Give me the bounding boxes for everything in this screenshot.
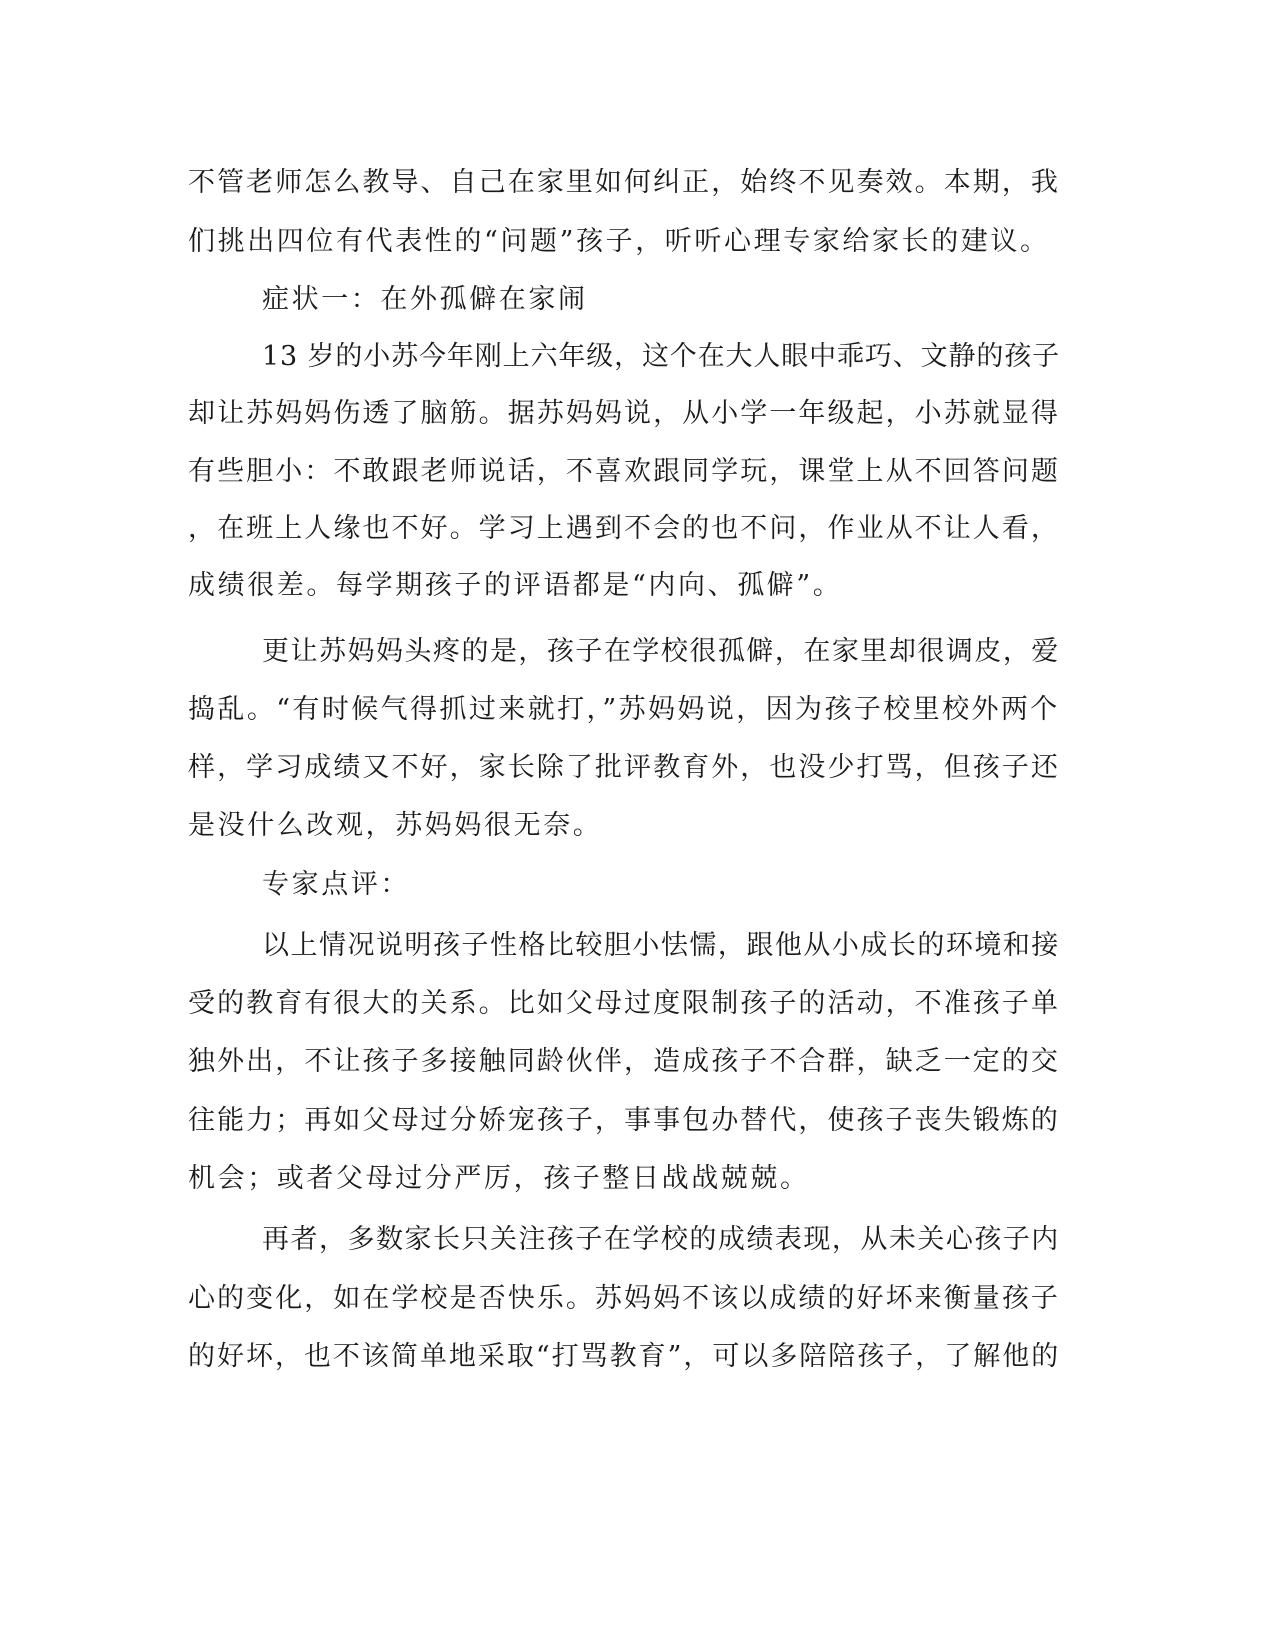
text-line: 却让苏妈妈伤透了脑筋。据苏妈妈说，从小学一年级起，小苏就显得 <box>188 398 1060 429</box>
text-line: 机会；或者父母过分严厉，孩子整日战战兢兢。 <box>188 1163 810 1194</box>
text-line: 独外出，不让孩子多接触同龄伙伴，造成孩子不合群，缺乏一定的交 <box>188 1046 1060 1077</box>
section-heading: 专家点评： <box>262 869 410 900</box>
text-line: 更让苏妈妈头疼的是，孩子在学校很孤僻，在家里却很调皮，爱 <box>262 636 1060 667</box>
text-line: 们挑出四位有代表性的“问题”孩子，听听心理专家给家长的建议。 <box>188 226 1050 257</box>
text-line: 再者，多数家长只关注孩子在学校的成绩表现，从未关心孩子内 <box>262 1224 1060 1255</box>
text-line: 样，学习成绩又不好，家长除了批评教育外，也没少打骂，但孩子还 <box>188 752 1060 783</box>
text-line: 的好坏，也不该简单地采取“打骂教育”，可以多陪陪孩子，了解他的 <box>188 1341 1061 1372</box>
section-heading: 症状一：在外孤僻在家闹 <box>262 284 588 315</box>
text-line: 是没什么改观，苏妈妈很无奈。 <box>188 810 603 841</box>
text-line: 捣乱。“有时候气得抓过来就打，”苏妈妈说，因为孩子校里校外两个 <box>188 694 1060 725</box>
text-line: ，在班上人缘也不好。学习上遇到不会的也不问，作业从不让人看， <box>188 513 1060 544</box>
text-line: 不管老师怎么教导、自己在家里如何纠正，始终不见奏效。本期，我 <box>188 167 1060 198</box>
text-line: 往能力；再如父母过分娇宠孩子，事事包办替代，使孩子丧失锻炼的 <box>188 1105 1060 1136</box>
text-line: 受的教育有很大的关系。比如父母过度限制孩子的活动，不准孩子单 <box>188 988 1060 1019</box>
text-line: 心的变化，如在学校是否快乐。苏妈妈不该以成绩的好坏来衡量孩子 <box>188 1283 1060 1314</box>
text-line: 以上情况说明孩子性格比较胆小怯懦，跟他从小成长的环境和接 <box>262 930 1060 961</box>
text-line: 成绩很差。每学期孩子的评语都是“内向、孤僻”。 <box>188 570 843 601</box>
text-line: 13 岁的小苏今年刚上六年级，这个在大人眼中乖巧、文静的孩子 <box>262 341 1060 372</box>
text-line: 有些胆小：不敢跟老师说话，不喜欢跟同学玩，课堂上从不回答问题 <box>188 456 1060 487</box>
